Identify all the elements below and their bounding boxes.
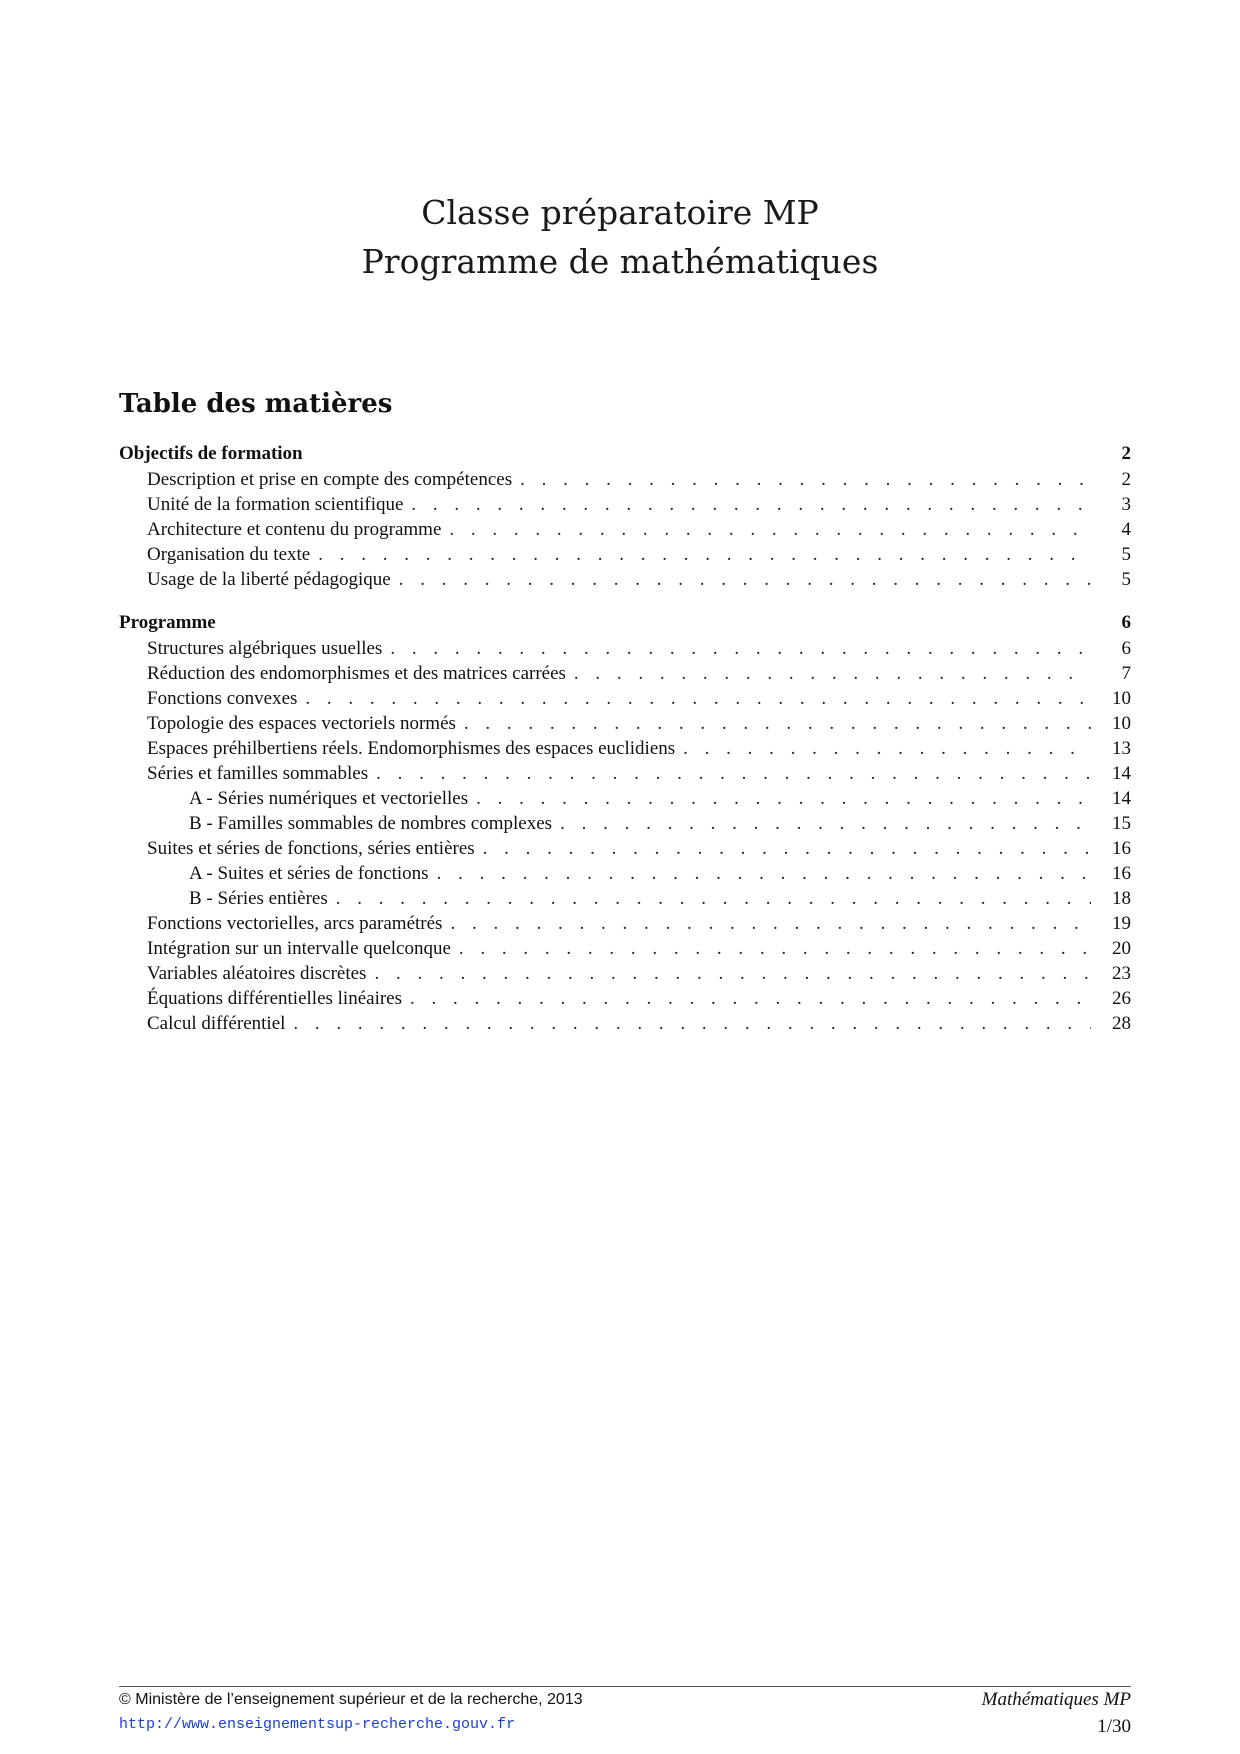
toc-section: [119, 609, 1131, 1036]
toc-entry-label: Organisation du texte: [147, 544, 311, 565]
toc-entry[interactable]: [119, 661, 1131, 686]
toc-entry-label: Variables aléatoires discrètes: [147, 963, 367, 984]
toc-section-page: 2: [1121, 443, 1131, 464]
toc-dot-leader: [411, 492, 1091, 517]
toc-entry-page: 14: [1112, 788, 1131, 809]
toc-heading: Table des matières: [119, 389, 393, 419]
toc-dot-leader: [459, 936, 1091, 961]
toc-entry-label: B - Séries entières: [189, 888, 328, 909]
toc-entry[interactable]: [119, 736, 1131, 761]
toc-entry-page: 15: [1112, 813, 1131, 834]
toc-entry-page: 19: [1112, 913, 1131, 934]
toc-entry-label: Fonctions convexes: [147, 688, 298, 709]
toc-dot-leader: [376, 761, 1091, 786]
toc-entry-label: Fonctions vectorielles, arcs paramétrés: [147, 913, 443, 934]
toc-entry[interactable]: [119, 786, 1131, 811]
toc-entry-label: Architecture et contenu du programme: [147, 519, 442, 540]
toc-dot-leader: [336, 886, 1091, 911]
toc-section: [119, 440, 1131, 592]
toc-entry-page: 26: [1112, 988, 1131, 1009]
toc-section-label: Programme: [119, 612, 216, 633]
footer-page-number: 1/30: [1097, 1716, 1131, 1737]
toc-dot-leader: [410, 986, 1091, 1011]
toc-dot-leader: [437, 861, 1091, 886]
toc-entry-label: Usage de la liberté pédagogique: [147, 569, 391, 590]
toc-entry-page: 16: [1112, 863, 1131, 884]
toc-dot-leader: [399, 567, 1091, 592]
toc-entry-label: Suites et séries de fonctions, séries entières: [147, 838, 475, 859]
document-title: [0, 188, 1240, 286]
toc-entry-label: Intégration sur un intervalle quelconque: [147, 938, 451, 959]
toc-entry-label: Structures algébriques usuelles: [147, 638, 383, 659]
table-of-contents: [119, 440, 1131, 1053]
toc-entry-page: 14: [1112, 763, 1131, 784]
toc-entry-page: 18: [1112, 888, 1131, 909]
toc-entry[interactable]: [119, 636, 1131, 661]
toc-dot-leader: [683, 736, 1091, 761]
toc-dot-leader: [483, 836, 1091, 861]
footer-url-link[interactable]: http://www.enseignementsup-recherche.gouv.fr: [119, 1716, 516, 1733]
toc-dot-leader: [574, 661, 1091, 686]
toc-entry-label: Calcul différentiel: [147, 1013, 286, 1034]
toc-entry-page: 13: [1112, 738, 1131, 759]
toc-dot-leader: [374, 961, 1091, 986]
toc-section-heading[interactable]: [119, 609, 1131, 636]
toc-dot-leader: [476, 786, 1091, 811]
toc-dot-leader: [464, 711, 1091, 736]
toc-dot-leader: [318, 542, 1091, 567]
toc-dot-leader: [520, 467, 1091, 492]
toc-dot-leader: [449, 517, 1091, 542]
toc-entry[interactable]: [119, 886, 1131, 911]
toc-entry-page: 5: [1121, 569, 1131, 590]
toc-entry[interactable]: [119, 467, 1131, 492]
toc-dot-leader: [390, 636, 1091, 661]
toc-entry-label: A - Séries numériques et vectorielles: [189, 788, 469, 809]
toc-entry[interactable]: [119, 911, 1131, 936]
toc-entry-page: 6: [1121, 638, 1131, 659]
toc-entry[interactable]: [119, 711, 1131, 736]
toc-entry-page: 23: [1112, 963, 1131, 984]
toc-entry[interactable]: [119, 1011, 1131, 1036]
footer-divider: [119, 1686, 1131, 1687]
toc-entry-page: 28: [1112, 1013, 1131, 1034]
toc-entry[interactable]: [119, 861, 1131, 886]
toc-entry[interactable]: [119, 492, 1131, 517]
toc-entry[interactable]: [119, 761, 1131, 786]
toc-entry-page: 2: [1121, 469, 1131, 490]
toc-entry-label: Réduction des endomorphismes et des matrices carrées: [147, 663, 566, 684]
toc-entry[interactable]: [119, 517, 1131, 542]
toc-entry-label: A - Suites et séries de fonctions: [189, 863, 429, 884]
toc-entry-page: 5: [1121, 544, 1131, 565]
toc-entry[interactable]: [119, 686, 1131, 711]
title-line-1: Classe préparatoire MP: [421, 193, 819, 232]
toc-section-label: Objectifs de formation: [119, 443, 303, 464]
toc-dot-leader: [293, 1011, 1091, 1036]
toc-entry-label: B - Familles sommables de nombres complexes: [189, 813, 553, 834]
toc-entry-label: Description et prise en compte des compétences: [147, 469, 513, 490]
toc-entry-label: Équations différentielles linéaires: [147, 988, 403, 1009]
toc-entry-page: 16: [1112, 838, 1131, 859]
toc-dot-leader: [560, 811, 1091, 836]
toc-entry[interactable]: [119, 936, 1131, 961]
toc-entry-page: 10: [1112, 688, 1131, 709]
toc-entry[interactable]: [119, 542, 1131, 567]
toc-entry-page: 20: [1112, 938, 1131, 959]
footer-copyright: © Ministère de l’enseignement supérieur et de la recherche, 2013: [119, 1691, 583, 1708]
footer-subject: Mathématiques MP: [981, 1689, 1131, 1710]
title-line-2: Programme de mathématiques: [361, 242, 879, 281]
toc-section-page: 6: [1121, 612, 1131, 633]
toc-entry-label: Espaces préhilbertiens réels. Endomorphismes des espaces euclidiens: [147, 738, 676, 759]
toc-dot-leader: [450, 911, 1091, 936]
toc-entry[interactable]: [119, 811, 1131, 836]
toc-entry-page: 7: [1121, 663, 1131, 684]
toc-entry-label: Unité de la formation scientifique: [147, 494, 404, 515]
toc-entry-label: Séries et familles sommables: [147, 763, 369, 784]
toc-entry[interactable]: [119, 961, 1131, 986]
toc-entry-page: 4: [1121, 519, 1131, 540]
toc-entry[interactable]: [119, 836, 1131, 861]
toc-dot-leader: [305, 686, 1091, 711]
toc-entry-page: 10: [1112, 713, 1131, 734]
toc-section-heading[interactable]: [119, 440, 1131, 467]
toc-entry-label: Topologie des espaces vectoriels normés: [147, 713, 456, 734]
toc-entry-page: 3: [1121, 494, 1131, 515]
toc-entry[interactable]: [119, 986, 1131, 1011]
toc-entry[interactable]: [119, 567, 1131, 592]
